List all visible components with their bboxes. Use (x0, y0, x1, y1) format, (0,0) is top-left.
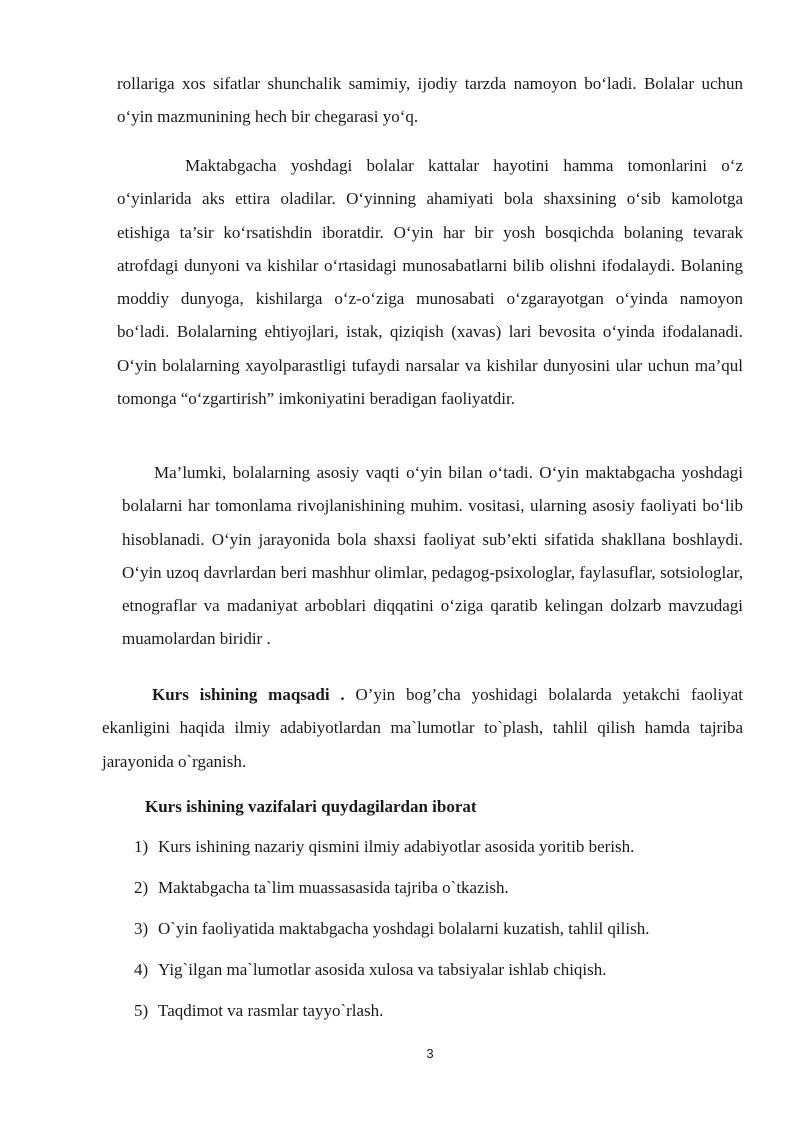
list-item-text: Kurs ishining nazariy qismini ilmiy adabiyotlar asosida yoritib berish. (158, 837, 635, 856)
paragraph-text: Maktabgacha yoshdagi bolalar kattalar hayotini hamma tomonlarini o‘z o‘yinlarida aks ettira oladilar. O‘yinning ahamiyati bola shaxsining o‘sib kamolotga etishiga ta’sir ko‘rsatishdin iboratdir. O‘yin har bir yosh bosqichda bolaning tevarak atrofdagi dunyoni va kishilar o‘rtasidagi munosabatlarni bilib olishni ifodalaydi. Bolaning moddiy dunyoga, kishilarga o‘z-o‘ziga munosabati o‘zgarayotgan o‘yinda namoyon bo‘ladi. Bolalarning ehtiyojlari, istak, qiziqish (xavas) lari bevosita o‘yinda ifodalanadi. O‘yin bolalarning xayolparastligi tufaydi narsalar va kishilar dunyosini ular uchun ma’qul tomonga “o‘zgartirish” imkoniyatini beradigan faoliyatdir. (117, 156, 743, 409)
paragraph-play-role (122, 456, 743, 656)
list-item (134, 994, 649, 1035)
paragraph-intro-continuation: rollariga xos sifatlar shunchalik samimiy, ijodiy tarzda namoyon bo‘ladi. Bolalar uchun o‘yin mazmunining hech bir chegarasi yo‘q. (117, 74, 743, 127)
list-item (134, 830, 649, 871)
list-item-number: 4) (134, 960, 149, 979)
list-item (134, 912, 649, 953)
tasks-heading: Kurs ishining vazifalari quydagilardan iborat (145, 797, 477, 816)
list-item-text: Yig`ilgan ma`lumotlar asosida xulosa va tabsiyalar ishlab chiqish. (158, 960, 607, 979)
tasks-list (134, 830, 649, 1035)
list-item-number: 5) (134, 1001, 149, 1020)
paragraph-play-significance (117, 149, 743, 415)
course-goal-text: O’yin bog’cha yoshidagi bolalarda yetakchi faoliyat ekanligini haqida ilmiy adabiyotlardan ma`lumotlar to`plash, tahlil qilish hamda tajriba jarayonida o`rganish. (102, 685, 743, 771)
list-item-number: 1) (134, 837, 149, 856)
page-number: 3 (426, 1046, 434, 1061)
course-goal-label: Kurs ishining maqsadi . (152, 685, 345, 704)
paragraph-text: Ma’lumki, bolalarning asosiy vaqti o‘yin bilan o‘tadi. O‘yin maktabgacha yoshdagi bolalarni har tomonlama rivojlanishining muhim. vositasi, ularning asosiy faoliyati bo‘lib hisoblanadi. O‘yin jarayonida bola shaxsi faoliyat sub’ekti sifatida shakllana boshlaydi. O‘yin uzoq davrlardan beri mashhur olimlar, pedagog-psixologlar, faylasuflar, sotsiologlar, etnograflar va madaniyat arboblari diqqatini o‘ziga qaratib kelingan dolzarb mavzudagi muamolardan biridir . (122, 463, 743, 649)
list-item (134, 871, 649, 912)
list-item (134, 953, 649, 994)
list-item-text: O`yin faoliyatida maktabgacha yoshdagi bolalarni kuzatish, tahlil qilish. (158, 919, 650, 938)
list-item-text: Maktabgacha ta`lim muassasasida tajriba o`tkazish. (158, 878, 509, 897)
list-item-text: Taqdimot va rasmlar tayyo`rlash. (158, 1001, 384, 1020)
list-item-number: 3) (134, 919, 149, 938)
paragraph-course-goal (102, 678, 743, 778)
list-item-number: 2) (134, 878, 149, 897)
